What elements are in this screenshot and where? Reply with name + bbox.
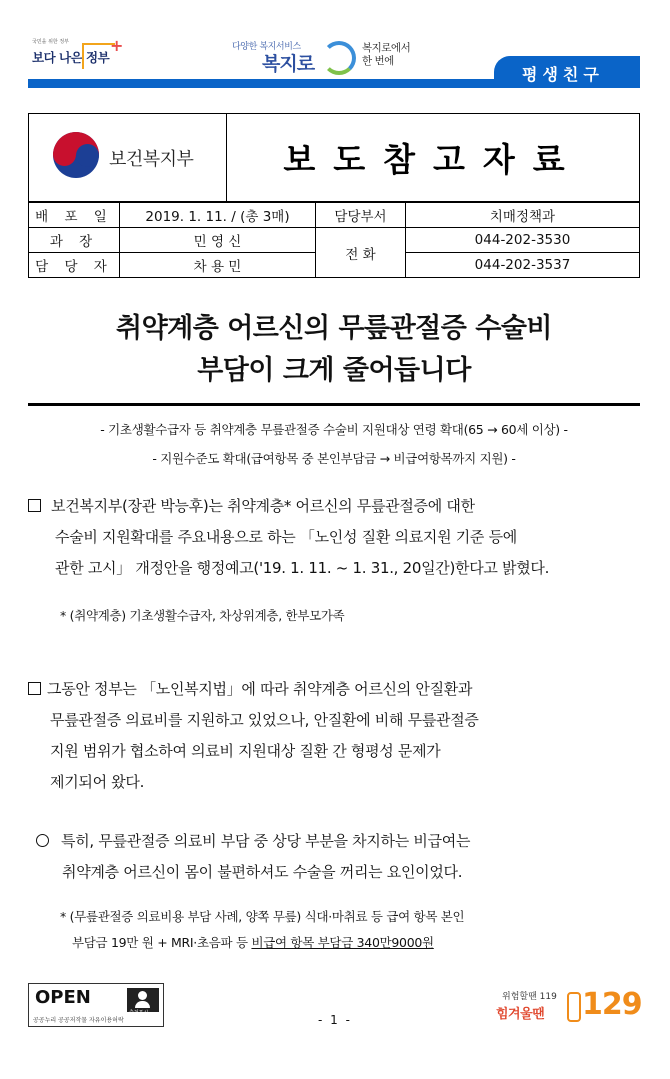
paragraph-1-line-3: 관한 고시」 개정안을 행정예고('19. 1. 11. ~ 1. 31., 20일간)한다고 밝혔다. xyxy=(55,559,550,577)
page-number: - 1 - xyxy=(318,1013,352,1027)
paragraph-3-line-1: 특히, 무릎관절증 의료비 부담 중 상당 부분을 차지하는 비급여는 xyxy=(61,832,471,850)
hotline-119-text: 위험할땐 119 xyxy=(502,992,557,1002)
footnote-cost-line-2b: 비급여 항목 부담금 340만9000원 xyxy=(251,935,434,950)
director-label: 과 장 xyxy=(29,228,120,253)
footnote-vulnerable-groups: * (취약계층) 기초생활수급자, 차상위계층, 한부모가족 xyxy=(60,608,345,623)
bokjiro-tagline-line2: 한 번에 xyxy=(362,55,394,67)
table-row xyxy=(29,228,640,253)
staff-value: 차 용 민 xyxy=(120,253,316,278)
attribution-caption: 출처표시 xyxy=(129,1010,149,1016)
ministry-cell xyxy=(29,114,227,201)
paragraph-2-line-2: 무릎관절증 의료비를 지원하고 있었으나, 안질환에 비해 무릎관절증 xyxy=(50,711,479,729)
checkbox-bullet-icon xyxy=(28,682,41,695)
paragraph-2-line-1: 그동안 정부는 「노인복지법」에 따라 취약계층 어르신의 안질환과 xyxy=(47,680,473,698)
lifelong-friend-label: 평생친구 xyxy=(522,65,604,84)
paragraph-3 xyxy=(36,826,640,888)
top-banner xyxy=(0,0,670,100)
phone-label: 전 화 xyxy=(316,228,406,278)
bokjiro-tagline-line1: 복지로에서 xyxy=(362,42,411,54)
document-type-title xyxy=(227,114,639,201)
subheadline-1: - 기초생활수급자 등 취약계층 무릎관절증 수술비 지원대상 연령 확대(65 → 60세 이상) - xyxy=(100,422,568,437)
document-type-text: 보도참고자료 xyxy=(283,140,583,179)
headline-line-1: 취약계층 어르신의 무릎관절증 수술비 xyxy=(115,313,552,344)
footnote-cost-line-2a: 부담금 19만 원 + MRI·초음파 등 xyxy=(72,935,252,950)
headline xyxy=(28,308,640,392)
hotline-slogan: 힘겨울땐 xyxy=(496,1007,545,1022)
bokjiro-tagline xyxy=(362,42,410,68)
logo-slogan: 국민을 위한 정부 xyxy=(32,39,69,45)
circle-bullet-icon xyxy=(36,834,49,847)
bokjiro-logo xyxy=(232,36,411,76)
phone-number-2: 044-202-3537 xyxy=(406,253,640,278)
subheadline-2: - 지원수준도 확대(급여항목 중 본인부담금 → 비급여항목까지 지원) - xyxy=(152,451,516,466)
staff-label: 담 당 자 xyxy=(29,253,120,278)
department-label: 담당부서 xyxy=(316,203,406,228)
hotline-129-logo xyxy=(496,987,642,1027)
headline-line-2: 부담이 크게 줄어듭니다 xyxy=(197,355,471,386)
paragraph-1-line-1: 보건복지부(장관 박능후)는 취약계층* 어르신의 무릎관절증에 대한 xyxy=(51,497,475,515)
phone-icon xyxy=(567,992,581,1022)
director-value: 민 영 신 xyxy=(120,228,316,253)
ministry-name: 보건복지부 xyxy=(109,149,194,170)
headline-divider xyxy=(28,403,640,406)
open-caption: 공공누리 공공저작물 자유이용허락 xyxy=(33,1017,124,1024)
paragraph-2-line-3: 지원 범위가 협소하여 의료비 지원대상 질환 간 형평성 문제가 xyxy=(50,742,441,760)
footnote-cost-example xyxy=(60,904,640,956)
phone-number-1: 044-202-3530 xyxy=(406,228,640,253)
release-date-value: 2019. 1. 11. / (총 3매) xyxy=(120,203,316,228)
bokjiro-name: 복지로 xyxy=(262,53,315,75)
release-date-label: 배 포 일 xyxy=(29,203,120,228)
hotline-number: 129 xyxy=(582,987,642,1022)
swirl-icon xyxy=(322,41,356,75)
bokjiro-subtitle: 다양한 복지서비스 xyxy=(232,42,301,52)
checkbox-bullet-icon xyxy=(28,499,41,512)
plus-icon: + xyxy=(110,36,124,55)
better-government-logo xyxy=(32,38,124,74)
lifelong-friend-tab xyxy=(494,56,640,88)
paragraph-1 xyxy=(28,491,640,584)
department-value: 치매정책과 xyxy=(406,203,640,228)
release-info-table xyxy=(28,202,640,278)
table-row xyxy=(29,203,640,228)
paragraph-1-line-2: 수술비 지원확대를 주요내용으로 하는 「노인성 질환 의료지원 기준 등에 xyxy=(55,528,517,546)
paragraph-3-line-2: 취약계층 어르신이 몸이 불편하셔도 수술을 꺼리는 요인이었다. xyxy=(62,863,463,881)
logo-name: 보다 나은 정부 xyxy=(32,50,110,65)
paragraph-2-line-4: 제기되어 왔다. xyxy=(50,773,145,791)
taegeuk-emblem-icon xyxy=(53,132,99,178)
footnote-cost-line-1: * (무릎관절증 의료비용 부담 사례, 양쪽 무릎) 식대·마취료 등 급여 항목 본인 xyxy=(60,909,465,924)
press-header xyxy=(28,113,640,202)
paragraph-2 xyxy=(28,674,640,798)
open-label: OPEN xyxy=(35,987,91,1008)
